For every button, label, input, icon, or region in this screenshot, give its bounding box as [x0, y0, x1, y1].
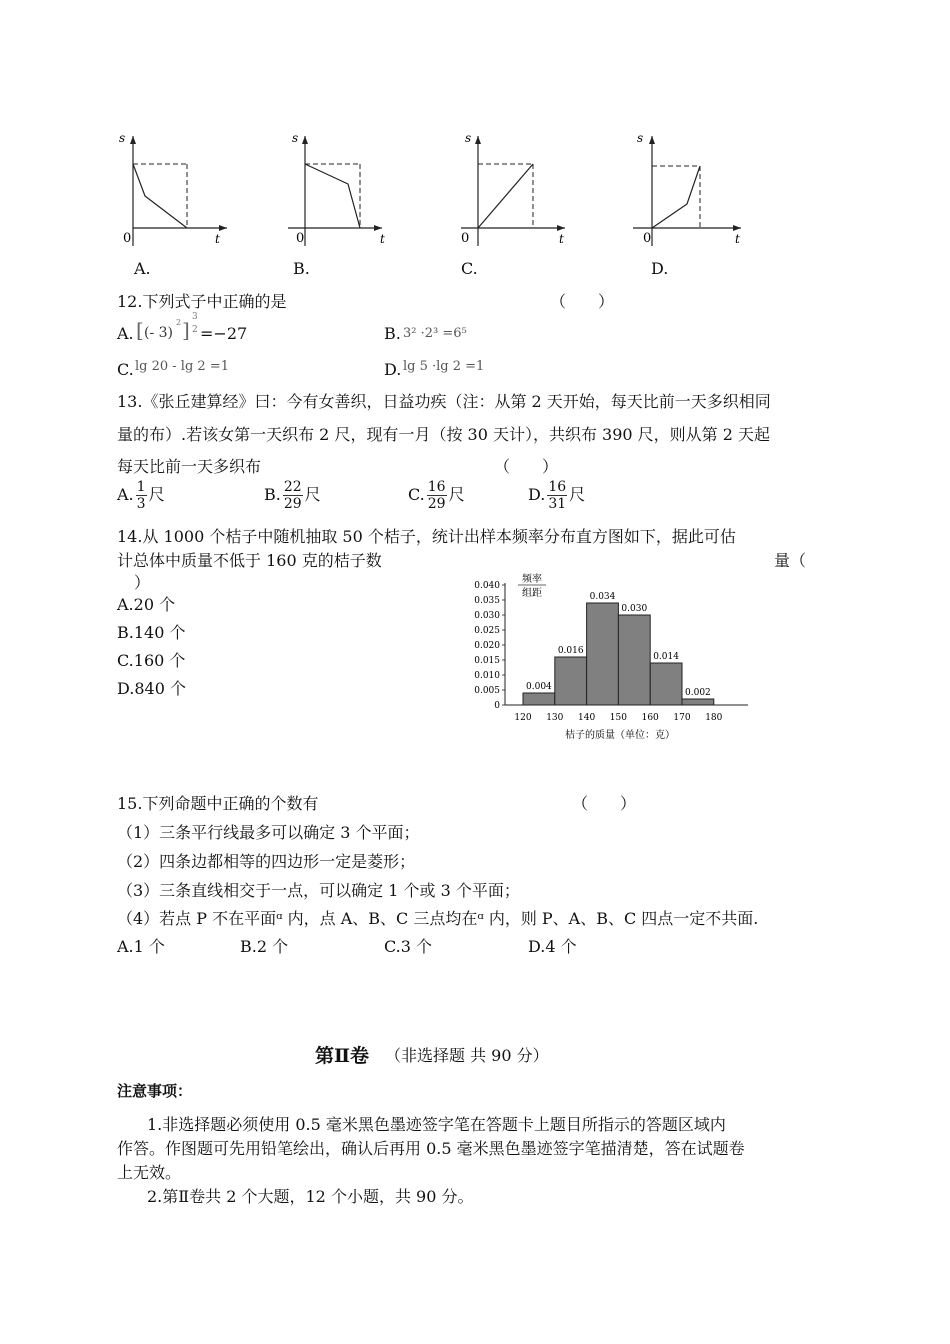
graph-d [605, 128, 750, 253]
q15-item-4: （4）若点 P 不在平面ᵅ 内，点 A、B、C 三点均在ᵅ 内，则 P、A、B、C 四点一定不共面. [117, 909, 759, 928]
histogram-chart [455, 570, 755, 745]
graph-a-label: A. [134, 259, 151, 278]
q12-opt-d-label: D. [384, 360, 402, 379]
numerator: 22 [283, 479, 302, 495]
q12-opt-a-label: A. [117, 324, 134, 343]
s-label: s [292, 131, 299, 145]
denominator: 29 [427, 496, 446, 512]
histogram-bar [555, 657, 587, 705]
histogram-bar [523, 693, 555, 705]
q12-opt-a-result: =−27 [200, 324, 248, 343]
q13-option-c [408, 479, 465, 512]
bar-value-label: 0.014 [653, 652, 679, 662]
s-arrow [475, 136, 481, 144]
t-label: t [215, 232, 220, 246]
x-tick-label: 130 [546, 713, 564, 723]
denominator: 31 [548, 496, 567, 512]
histogram-bar [682, 699, 714, 705]
graph-d-label: D. [651, 259, 669, 278]
q12-opt-c-expr: lg 20 - lg 2 =1 [135, 359, 229, 374]
part-2-title: 第Ⅱ卷 [315, 1045, 370, 1067]
x-axis-label: 桔子的质量（单位：克） [565, 730, 675, 741]
origin-label: 0 [643, 231, 652, 246]
q13-option-a [117, 479, 165, 512]
q12-stem: 12.下列式子中正确的是 [117, 292, 287, 311]
q14-line1: 14.从 1000 个桔子中随机抽取 50 个桔子，统计出样本频率分布直方图如下，据此可估 [117, 527, 736, 546]
t-label: t [559, 232, 564, 246]
q15-option-d: D.4 个 [528, 937, 577, 956]
option-label: C. [408, 485, 425, 504]
q13-option-d [528, 479, 585, 512]
x-tick-label: 120 [514, 713, 532, 723]
option-label: A. [117, 485, 134, 504]
histogram-bar [587, 603, 619, 705]
q12-opt-a-exp-inner: 2 [176, 318, 182, 327]
note-2: 2.第Ⅱ卷共 2 个大题，12 个小题，共 90 分。 [147, 1187, 474, 1206]
s-label: s [637, 131, 644, 145]
q13-line2: 量的布）.若该女第一天织布 2 尺，现有一月（按 30 天计），共织布 390 尺，则从第 2 天起 [117, 425, 771, 444]
y-tick-label: 0.005 [474, 686, 500, 696]
q12-bracket-right: ] [182, 318, 190, 342]
t-arrow [557, 225, 565, 231]
unit: 尺 [569, 485, 586, 504]
histogram-bar [650, 663, 682, 705]
graph-c [433, 128, 573, 253]
origin-label: 0 [461, 231, 470, 246]
curve [305, 164, 360, 228]
curve [478, 164, 533, 228]
bar-value-label: 0.004 [526, 682, 552, 692]
q12-opt-a-exp-num: 3 [192, 312, 198, 322]
y-tick-label: 0.035 [474, 596, 500, 606]
s-arrow [302, 136, 308, 144]
x-tick-label: 140 [578, 713, 596, 723]
chart-area [474, 581, 748, 723]
q15-paren: （ ） [572, 794, 637, 813]
numerator: 16 [548, 479, 567, 495]
q14-option-a: A.20 个 [117, 595, 176, 614]
note-1-line-2: 作答。作图题可先用铅笔绘出，确认后再用 0.5 毫米黑色墨迹签字笔描清楚，答在试题卷 [117, 1139, 745, 1158]
denominator: 29 [283, 496, 302, 512]
q13-option-b [264, 479, 321, 512]
t-arrow [374, 225, 382, 231]
q15-item-2: （2）四条边都相等的四边形一定是菱形； [117, 852, 416, 871]
curve [133, 164, 187, 228]
x-tick-label: 160 [641, 713, 659, 723]
y-tick-label: 0.015 [474, 656, 500, 666]
t-arrow [219, 225, 227, 231]
bar-value-label: 0.034 [589, 592, 616, 602]
histogram-bar [618, 615, 650, 705]
q13-line1: 13.《张丘建算经》曰：今有女善织，日益功疾（注：从第 2 天开始，每天比前一天多织相同 [117, 392, 771, 411]
q12-opt-a-exp-den: 2 [192, 325, 198, 335]
q12-opt-c-label: C. [117, 360, 134, 379]
y-tick-label: 0.025 [474, 626, 500, 636]
unit: 尺 [148, 485, 165, 504]
bar-value-label: 0.002 [685, 688, 711, 698]
graph-a [105, 128, 230, 253]
q12-bracket-left: [ [136, 318, 144, 342]
y-tick-label: 0.030 [474, 611, 500, 621]
q12-opt-b-label: B. [384, 324, 401, 343]
q15-option-b: B.2 个 [240, 937, 289, 956]
denominator: 3 [136, 496, 146, 512]
y-tick-label: 0 [494, 701, 500, 711]
s-arrow [130, 136, 136, 144]
q12-opt-a-base: (- 3) [144, 325, 174, 341]
q14-line3: ） [134, 573, 151, 592]
t-label: t [735, 232, 740, 246]
q14-option-d: D.840 个 [117, 679, 186, 698]
option-label: B. [264, 485, 281, 504]
fraction [283, 479, 303, 512]
graph-b [260, 128, 385, 253]
q14-line2: 计总体中质量不低于 160 克的桔子数 [117, 551, 382, 570]
bar-value-label: 0.016 [557, 646, 584, 656]
fraction [427, 479, 447, 512]
bar-value-label: 0.030 [621, 604, 648, 614]
s-arrow [649, 136, 655, 144]
q14-line2-tail: 量（ [774, 551, 807, 570]
x-tick-label: 170 [673, 713, 691, 723]
fraction [547, 479, 567, 512]
y-tick-label: 0.040 [474, 581, 500, 591]
s-label: s [119, 131, 126, 145]
y-label-numerator: 频率 [522, 574, 542, 585]
s-label: s [465, 131, 472, 145]
x-tick-label: 180 [705, 713, 723, 723]
t-label: t [380, 232, 385, 246]
q15-stem: 15.下列命题中正确的个数有 [117, 794, 319, 813]
note-1-line-3: 上无效。 [117, 1163, 182, 1182]
q15-item-3: （3）三条直线相交于一点，可以确定 1 个或 3 个平面； [117, 881, 520, 900]
q15-item-1: （1）三条平行线最多可以确定 3 个平面； [117, 823, 420, 842]
graph-b-label: B. [293, 259, 310, 278]
q13-line3: 每天比前一天多织布 [117, 457, 262, 476]
numerator: 16 [427, 479, 446, 495]
option-label: D. [528, 485, 546, 504]
q13-paren: （ ） [494, 457, 559, 476]
note-1-line-1: 1.非选择题必须使用 0.5 毫米黑色墨迹签字笔在答题卡上题目所指示的答题区域内 [147, 1115, 726, 1134]
y-label-denominator: 组距 [522, 588, 542, 599]
t-arrow [733, 225, 741, 231]
origin-label: 0 [296, 231, 305, 246]
q12-paren: （ ） [550, 292, 615, 311]
q14-option-c: C.160 个 [117, 651, 186, 670]
part-2-subtitle: （非选择题 共 90 分） [385, 1046, 549, 1065]
q14-option-b: B.140 个 [117, 623, 186, 642]
curve [652, 166, 700, 228]
y-tick-label: 0.020 [474, 641, 500, 651]
graph-c-label: C. [461, 259, 478, 278]
q12-opt-b-expr: 3² ·2³ =6⁵ [403, 326, 467, 341]
y-tick-label: 0.010 [474, 671, 500, 681]
q15-option-c: C.3 个 [384, 937, 433, 956]
q12-opt-d-expr: lg 5 ·lg 2 =1 [403, 359, 485, 374]
numerator: 1 [136, 479, 146, 495]
unit: 尺 [304, 485, 321, 504]
origin-label: 0 [123, 231, 132, 246]
unit: 尺 [448, 485, 465, 504]
q15-option-a: A.1 个 [117, 937, 165, 956]
notice-heading: 注意事项： [117, 1082, 193, 1100]
x-tick-label: 150 [609, 713, 627, 723]
fraction [136, 479, 147, 512]
